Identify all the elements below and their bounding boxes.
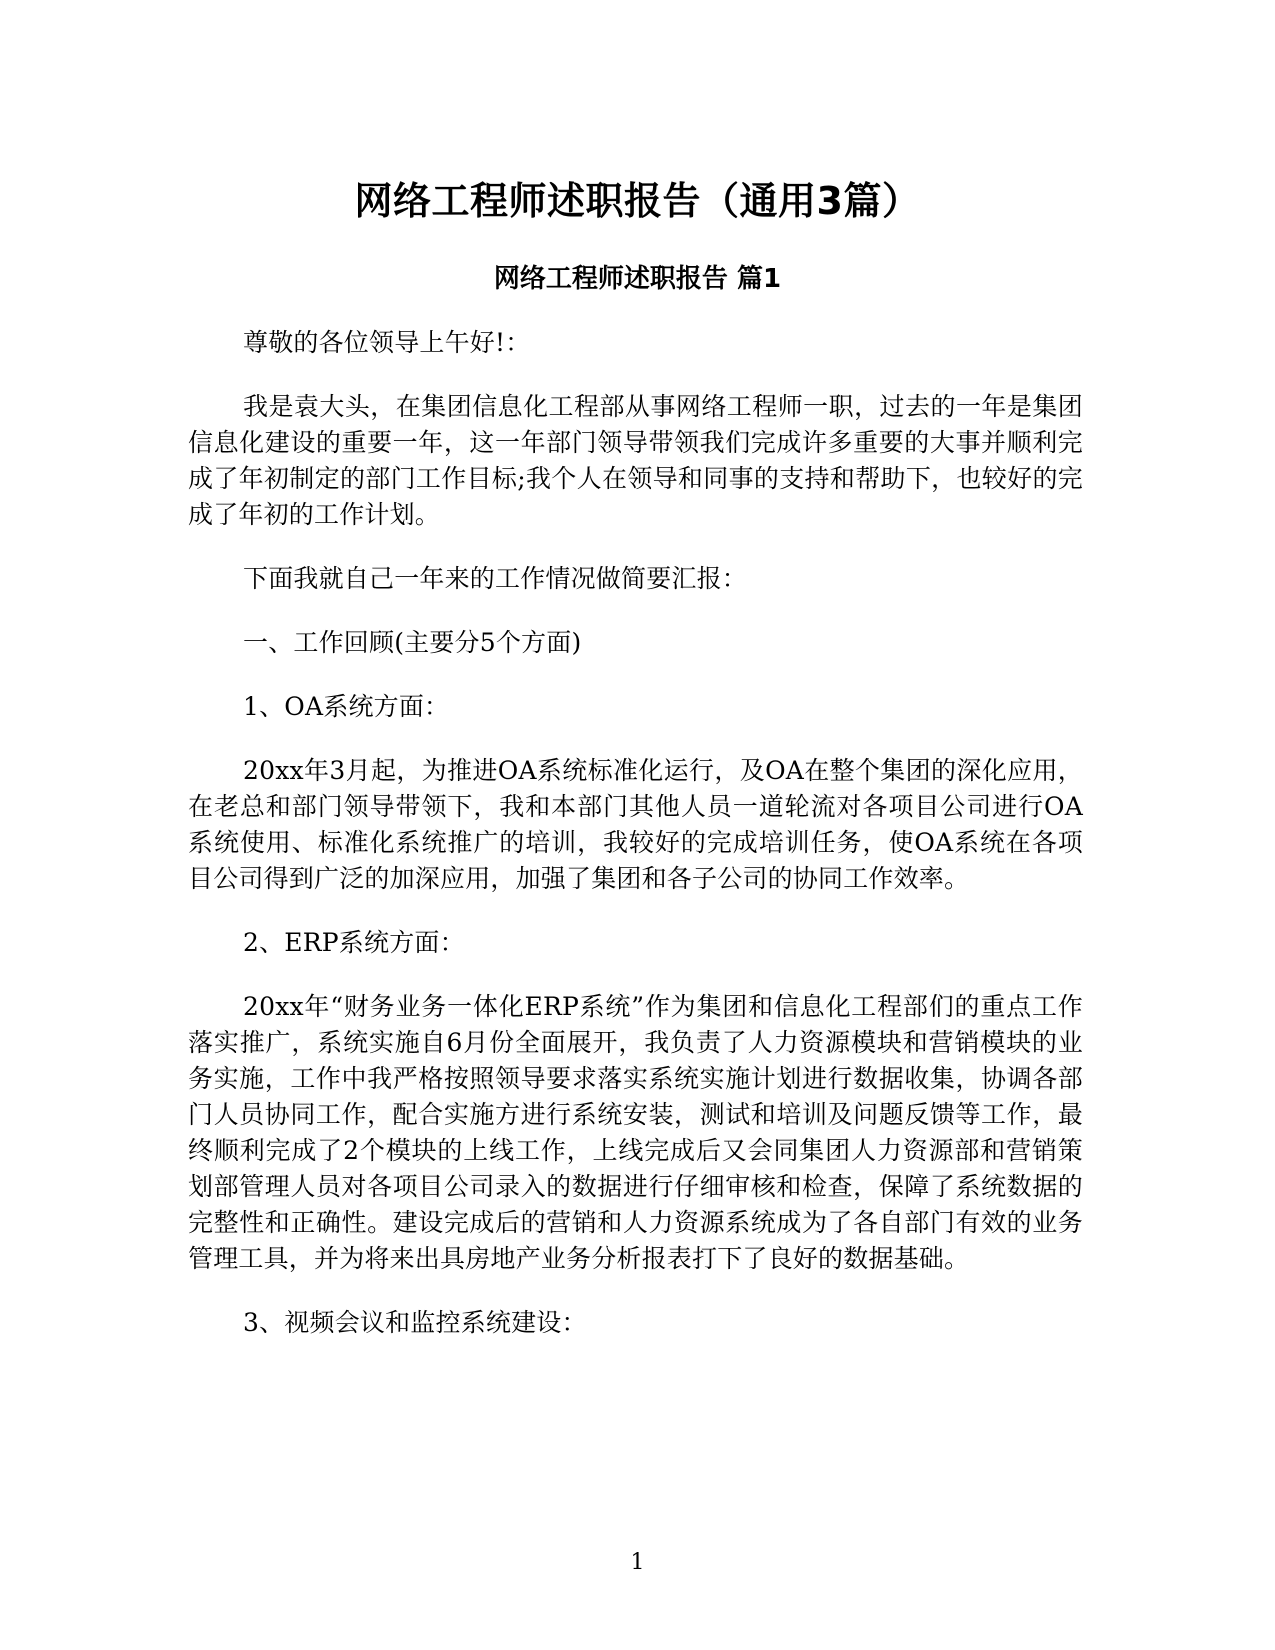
paragraph-greeting: 尊敬的各位领导上午好!： bbox=[243, 328, 531, 357]
paragraph-erp-system: 20xx年“财务业务一体化ERP系统”作为集团和信息化工程部们的重点工作落实推广，系统实施自6月份全面展开，我负责了人力资源模块和营销模块的业务实施，工作中我严格按照领导要求落实系统实施计划进行数据收集，协调各部门人员协同工作，配合实施方进行系统安装，测试和培训及问题反馈等工作，最终顺利完成了2个模块的上线工作，上线完成后又会同集团人力资源部和营销策划部管理人员对各项目公司录入的数据进行仔细审核和检查，保障了系统数据的完整性和正确性。建设完成后的营销和人力资源系统成为了各自部门有效的业务管理工具，并为将来出具房地产业务分析报表打下了良好的数据基础。 bbox=[188, 992, 1083, 1273]
paragraph-oa-system: 20xx年3月起，为推进OA系统标准化运行，及OA在整个集团的深化应用，在老总和部门领导带领下，我和本部门其他人员一道轮流对各项目公司进行OA系统使用、标准化系统推广的培训，我较好的完成培训任务，使OA系统在各项目公司得到广泛的加深应用，加强了集团和各子公司的协同工作效率。 bbox=[188, 756, 1083, 893]
section-subtitle: 网络工程师述职报告 篇1 bbox=[493, 264, 782, 294]
paragraph-report-lead: 下面我就自己一年来的工作情况做简要汇报： bbox=[243, 564, 748, 593]
heading-video-monitoring: 3、视频会议和监控系统建设： bbox=[243, 1308, 587, 1337]
heading-oa-system: 1、OA系统方面： bbox=[243, 692, 450, 721]
page-number: 1 bbox=[630, 1550, 645, 1575]
heading-erp-system: 2、ERP系统方面： bbox=[243, 928, 465, 957]
document-body bbox=[188, 325, 1083, 1369]
paragraph-intro: 我是袁大头，在集团信息化工程部从事网络工程师一职，过去的一年是集团信息化建设的重要一年，这一年部门领导带领我们完成许多重要的大事并顺利完成了年初制定的部门工作目标;我个人在领导和同事的支持和帮助下，也较好的完成了年初的工作计划。 bbox=[188, 392, 1083, 529]
document-title: 网络工程师述职报告（通用3篇） bbox=[354, 179, 921, 223]
heading-work-review: 一、工作回顾(主要分5个方面) bbox=[243, 628, 582, 657]
